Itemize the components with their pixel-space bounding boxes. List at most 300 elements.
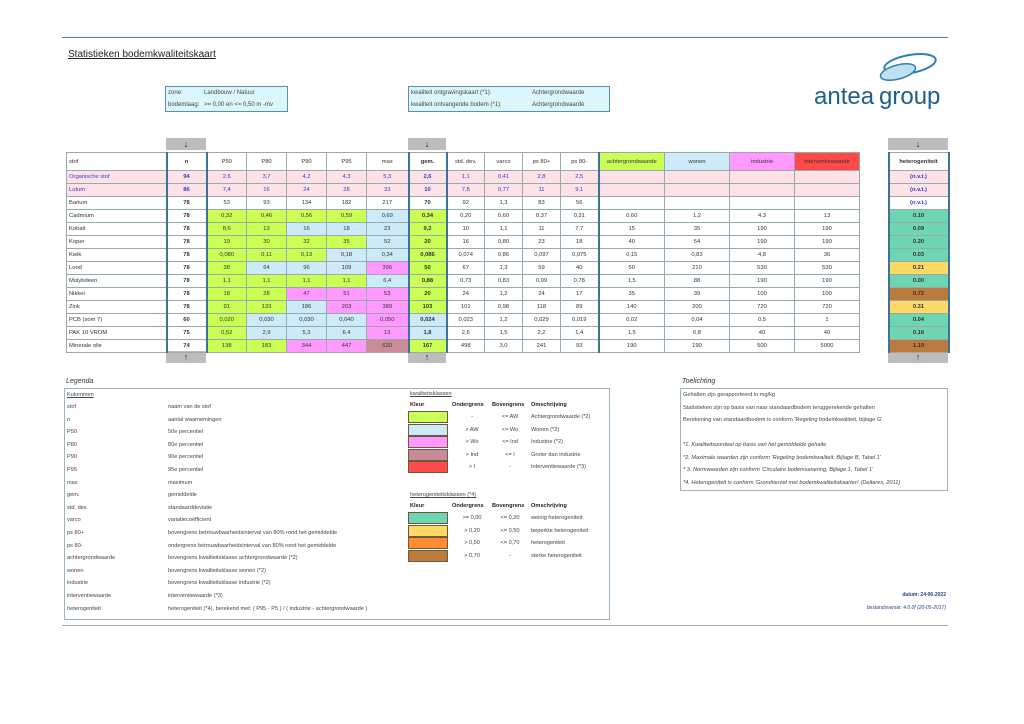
heterogeniteitsklasse-ondergrens: > 0,70 — [464, 552, 480, 559]
kwaliteitsklasse-bovengrens: - — [509, 464, 511, 470]
zone-info-box — [165, 86, 288, 112]
legend-term: std. dev. — [67, 504, 88, 511]
sort-n-up-button[interactable]: ↑ — [166, 351, 206, 363]
value-cell-p90: 5,3 — [287, 327, 327, 340]
value-cell-p95: 28 — [327, 184, 367, 197]
value-cell-interventiewaarde: 1 — [795, 314, 860, 327]
value-cell-gem-: 20 — [409, 236, 447, 249]
value-cell-p90: 186 — [287, 301, 327, 314]
heterogeniteitsklasse-color-swatch — [408, 512, 448, 524]
value-cell-ps-80-: 0,99 — [523, 275, 561, 288]
kwaliteitsklasse-color-swatch — [408, 424, 448, 436]
legend-description: variatiecoëfficient — [168, 517, 212, 524]
value-cell-gem-: 20 — [409, 288, 447, 301]
value-cell-p95: 109 — [327, 262, 367, 275]
value-cell-p80: 93 — [247, 197, 287, 210]
value-cell-wonen: 210 — [665, 262, 730, 275]
value-cell-industrie: 530 — [730, 262, 795, 275]
value-cell-wonen: 54 — [665, 236, 730, 249]
heterogeniteitsklasse-bovengrens: <= 0,20 — [500, 515, 520, 521]
stof-cell: Molybdeen — [67, 275, 167, 288]
heterogeniteit-cell: 0.21 — [889, 262, 949, 275]
value-cell-p95: 4,3 — [327, 171, 367, 184]
value-cell-p50: 7,4 — [207, 184, 247, 197]
legend-term: interventiewaarde — [67, 593, 112, 599]
value-cell-std-dev-: 0,023 — [447, 314, 485, 327]
value-cell-interventiewaarde: 100 — [795, 288, 860, 301]
table-row — [67, 223, 949, 236]
value-cell-gem-: 70 — [409, 197, 447, 210]
value-cell-gem-: 0,88 — [409, 275, 447, 288]
column-header-p50[interactable]: P50 — [207, 153, 247, 171]
value-cell-interventiewaarde: 5000 — [795, 340, 860, 353]
footer-datum: datum: 24-06-2022 — [902, 592, 946, 598]
value-cell-ps-80-: 18 — [561, 236, 599, 249]
value-cell-industrie: 190 — [730, 223, 795, 236]
stof-cell: Koper — [67, 236, 167, 249]
legend-kolommen-label: Kolommen — [67, 392, 94, 398]
value-cell-max: 33 — [367, 184, 409, 197]
stof-cell: PCB (som 7) — [67, 314, 167, 327]
heterogeniteit-cell: 0.03 — [889, 249, 949, 262]
value-cell-industrie: 40 — [730, 327, 795, 340]
value-cell-p80: 0,11 — [247, 249, 287, 262]
column-gap — [860, 236, 889, 249]
column-gap — [860, 153, 889, 171]
column-gap — [860, 327, 889, 340]
value-cell-wonen — [665, 197, 730, 210]
heterogeniteitsklasse-omschrijving: sterke heterogeniteit — [531, 552, 582, 559]
heterogeniteitsklasse-color-swatch — [408, 525, 448, 537]
value-cell-p50: 0,32 — [207, 210, 247, 223]
heterogeniteit-cell: (n.v.t.) — [889, 184, 949, 197]
kwaliteitsklasse-ondergrens: > Ind — [465, 451, 479, 458]
column-gap — [860, 314, 889, 327]
value-cell-p90: 1,1 — [287, 275, 327, 288]
value-cell-wonen: 6,8 — [665, 327, 730, 340]
value-cell-varco: 1,2 — [485, 288, 523, 301]
stof-cell: Kobalt — [67, 223, 167, 236]
value-cell-achtergrondwaarde: 1,5 — [599, 275, 665, 288]
value-cell-varco: 1,3 — [485, 197, 523, 210]
stof-cell: Minerale olie — [67, 340, 167, 353]
value-cell-interventiewaarde: 36 — [795, 249, 860, 262]
heterogeniteitsklasse-color-swatch — [408, 537, 448, 549]
kwaliteitsklasse-omschrijving: Achtergrondwaarde (*2) — [531, 414, 591, 420]
column-header-p95[interactable]: P95 — [327, 153, 367, 171]
value-cell-wonen: 0,04 — [665, 314, 730, 327]
column-header-gem-[interactable]: gem. — [409, 153, 447, 171]
value-cell-p80: 0,030 — [247, 314, 287, 327]
value-cell-max: 52 — [367, 236, 409, 249]
table-row — [67, 236, 949, 249]
value-cell-max: 53 — [367, 288, 409, 301]
legend-term: industrie — [67, 580, 89, 587]
legend-term: ps 80+ — [67, 530, 84, 536]
value-cell-n: 78 — [167, 236, 207, 249]
legend-description: 90e percentiel — [168, 454, 204, 461]
value-cell-ps-80-: 89 — [561, 301, 599, 314]
column-header-std-dev-[interactable]: std. dev. — [447, 153, 485, 171]
value-cell-max: 0,050 — [367, 314, 409, 327]
column-gap — [860, 249, 889, 262]
value-cell-ps-80-: 0,029 — [523, 314, 561, 327]
value-cell-n: 74 — [167, 340, 207, 353]
bottom-rule — [62, 625, 948, 626]
value-cell-n: 60 — [167, 314, 207, 327]
value-cell-interventiewaarde: 190 — [795, 223, 860, 236]
value-cell-p90: 16 — [287, 223, 327, 236]
kwaliteitsklasse-ondergrens: - — [471, 414, 473, 420]
value-cell-std-dev-: 67 — [447, 262, 485, 275]
column-header-varco[interactable]: varco — [485, 153, 523, 171]
table-row — [67, 301, 949, 314]
value-cell-wonen: 88 — [665, 275, 730, 288]
table-row — [67, 171, 949, 184]
value-cell-p50: 8,6 — [207, 223, 247, 236]
kwaliteitsklasse-omschrijving: Industrie (*2) — [531, 439, 564, 445]
value-cell-ps-80-: 11 — [523, 184, 561, 197]
heterogeniteitsklasse-omschrijving: heterogeniteit — [531, 540, 565, 546]
column-header-industrie[interactable]: industrie — [730, 153, 795, 171]
kwaliteitsklasse-color-swatch — [408, 411, 448, 423]
logo-text-group: group — [879, 83, 941, 110]
value-cell-p90: 0,030 — [287, 314, 327, 327]
value-cell-interventiewaarde: 190 — [795, 236, 860, 249]
column-header-p90[interactable]: P90 — [287, 153, 327, 171]
column-header-heterogeniteit[interactable]: heterogeniteit — [889, 153, 949, 171]
kwaliteitsklasse-omschrijving: Groter dan industrie — [531, 451, 581, 458]
value-cell-achtergrondwaarde: 1,5 — [599, 327, 665, 340]
value-cell-ps-80-: 93 — [561, 340, 599, 353]
value-cell-achtergrondwaarde: 0,02 — [599, 314, 665, 327]
legend-description: 80e percentiel — [168, 441, 204, 448]
sort-gem-up-button[interactable]: ↑ — [408, 351, 446, 363]
value-cell-gem-: 10 — [409, 184, 447, 197]
toelichting-note: *4. Heterogeniteit is conform 'Grondverzet met bodemkwaliteitskaarten' (Deltares, 2011) — [683, 479, 901, 486]
value-cell-p80: 133 — [247, 301, 287, 314]
value-cell-std-dev-: 0,074 — [447, 249, 485, 262]
legend-description: bovengrens kwaliteitsklasse achtergrondwaarde (*2) — [168, 555, 298, 562]
value-cell-wonen: 0,83 — [665, 249, 730, 262]
column-gap — [860, 275, 889, 288]
toelichting-box — [680, 388, 948, 491]
kwaliteitsklasse-color-swatch — [408, 436, 448, 448]
value-cell-varco: 1,1 — [485, 223, 523, 236]
value-cell-ps-80-: 0,097 — [523, 249, 561, 262]
column-gap — [860, 197, 889, 210]
value-cell-ps-80-: 11 — [523, 223, 561, 236]
value-cell-p50: 0,020 — [207, 314, 247, 327]
value-cell-p95: 51 — [327, 288, 367, 301]
stof-cell: Nikkel — [67, 288, 167, 301]
heterogeniteitsklasse-header: Ondergrens — [452, 503, 484, 509]
column-header-ps-80-[interactable]: ps 80+ — [523, 153, 561, 171]
kwaliteitsklasse-omschrijving: Wonen (*2) — [531, 426, 560, 433]
value-cell-p95: 447 — [327, 340, 367, 353]
legend-description: aantal waarnemingen — [168, 416, 222, 423]
page-title: Statistieken bodemkwaliteitskaart — [68, 49, 216, 60]
table-row — [67, 288, 949, 301]
legend-term: stof — [67, 404, 77, 410]
stof-cell: Barium — [67, 197, 167, 210]
legend-box — [64, 388, 610, 620]
value-cell-varco: 0,41 — [485, 171, 523, 184]
kwaliteitsklasse-bovengrens: <= I — [505, 451, 515, 458]
value-cell-industrie — [730, 197, 795, 210]
kwaliteit-ontgraving-label: kwaliteit ontgravingskaart (*1): — [411, 90, 492, 96]
kwaliteit-info-box — [408, 86, 610, 112]
legend-term: P90 — [67, 454, 77, 461]
value-cell-industrie — [730, 171, 795, 184]
value-cell-p80: 0,46 — [247, 210, 287, 223]
toelichting-note: * 3. Normwaarden zijn conform 'Circulaire bodemsanering, Bijlage 1, Tabel 1' — [683, 467, 874, 473]
value-cell-max: 389 — [367, 301, 409, 314]
toelichting-title: Toelichting — [682, 378, 716, 385]
value-cell-p80: 30 — [247, 236, 287, 249]
legend-description: bovengrens kwaliteitsklasse industrie (*2) — [168, 580, 271, 587]
value-cell-n: 78 — [167, 262, 207, 275]
value-cell-p95: 18 — [327, 223, 367, 236]
value-cell-p90: 32 — [287, 236, 327, 249]
value-cell-ps-80-: 24 — [523, 288, 561, 301]
value-cell-max: 0,69 — [367, 210, 409, 223]
value-cell-max: 630 — [367, 340, 409, 353]
legend-term: heterogeniteit — [67, 605, 101, 612]
heterogeniteitsklasse-ondergrens: >= 0,00 — [462, 515, 482, 521]
value-cell-p50: 38 — [207, 262, 247, 275]
value-cell-varco: 3,0 — [485, 340, 523, 353]
value-cell-varco: 0,83 — [485, 275, 523, 288]
value-cell-std-dev-: 10 — [447, 223, 485, 236]
value-cell-max: 217 — [367, 197, 409, 210]
value-cell-max: 5,3 — [367, 171, 409, 184]
heterogeniteit-cell: 0.72 — [889, 288, 949, 301]
kwaliteitsklasse-title: kwaliteitsklassen — [410, 391, 452, 397]
column-header-n[interactable]: n — [167, 153, 207, 171]
value-cell-industrie: 500 — [730, 340, 795, 353]
kwaliteit-ontvangend-value: Achtergrondwaarde — [532, 102, 585, 108]
value-cell-achtergrondwaarde — [599, 184, 665, 197]
kwaliteitsklasse-bovengrens: <= Ind — [502, 439, 518, 445]
column-gap — [860, 288, 889, 301]
value-cell-p95: 0,040 — [327, 314, 367, 327]
column-header-p80[interactable]: P80 — [247, 153, 287, 171]
legend-term: P95 — [67, 467, 77, 473]
value-cell-industrie: 100 — [730, 288, 795, 301]
legend-description: interventiewaarde (*3) — [168, 593, 223, 599]
value-cell-gem-: 0,024 — [409, 314, 447, 327]
value-cell-ps-80-: 56 — [561, 197, 599, 210]
value-cell-std-dev-: 7,8 — [447, 184, 485, 197]
table-row — [67, 262, 949, 275]
statistics-table — [66, 152, 950, 353]
footer-versie: bestandsversie: 4.0.0f (20-05-2017) — [866, 605, 946, 611]
logo-text-antea: antea — [814, 83, 875, 110]
value-cell-gem-: 2,6 — [409, 171, 447, 184]
value-cell-p50: 53 — [207, 197, 247, 210]
legend-term: n — [67, 416, 71, 423]
legend-description: heterogeniteit (*4), berekend met: ( P95 - P5 ) / ( industrie - achtergrondwaarde ) — [168, 605, 368, 612]
value-cell-gem-: 50 — [409, 262, 447, 275]
table-row — [67, 275, 949, 288]
legend-description: naam van de stof — [168, 404, 211, 410]
stof-cell: Kwik — [67, 249, 167, 262]
value-cell-ps-80-: 0,37 — [523, 210, 561, 223]
value-cell-industrie: 190 — [730, 236, 795, 249]
table-row — [67, 184, 949, 197]
value-cell-n: 78 — [167, 288, 207, 301]
value-cell-achtergrondwaarde — [599, 197, 665, 210]
column-gap — [860, 262, 889, 275]
bodemlaag-label: bodemlaag: — [168, 102, 200, 108]
value-cell-gem-: 1,8 — [409, 327, 447, 340]
value-cell-industrie — [730, 184, 795, 197]
value-cell-varco: 0,98 — [485, 301, 523, 314]
sort-heterogeniteit-up-button[interactable]: ↑ — [888, 351, 948, 363]
kwaliteitsklasse-ondergrens: > Wo — [465, 439, 479, 445]
table-row — [67, 340, 949, 353]
column-gap — [860, 301, 889, 314]
value-cell-p90: 344 — [287, 340, 327, 353]
column-gap — [860, 210, 889, 223]
kwaliteitsklasse-header: Kleur — [410, 402, 425, 408]
heterogeniteit-cell: (n.v.t.) — [889, 197, 949, 210]
value-cell-wonen — [665, 171, 730, 184]
value-cell-max: 0,34 — [367, 249, 409, 262]
heterogeniteit-cell: (n.v.t.) — [889, 171, 949, 184]
heterogeniteitsklasse-bovengrens: <= 0,70 — [500, 540, 520, 546]
value-cell-varco: 1,5 — [485, 327, 523, 340]
value-cell-achtergrondwaarde — [599, 171, 665, 184]
kwaliteitsklasse-header: Omschrijving — [531, 402, 567, 408]
value-cell-p95: 0,59 — [327, 210, 367, 223]
legend-description: standaarddeviatie — [168, 504, 213, 511]
legend-term: ps 80- — [67, 542, 83, 549]
column-header-interventiewaarde[interactable]: interventiewaarde — [795, 153, 860, 171]
column-header-max[interactable]: max — [367, 153, 409, 171]
top-rule — [62, 37, 948, 38]
heterogeniteitsklasse-color-swatch — [408, 550, 448, 562]
value-cell-n: 78 — [167, 249, 207, 262]
heterogeniteit-cell: 0.04 — [889, 314, 949, 327]
value-cell-interventiewaarde — [795, 171, 860, 184]
heterogeniteitsklasse-bovengrens: <= 0,50 — [500, 527, 520, 534]
value-cell-wonen: 35 — [665, 223, 730, 236]
legend-term: achtergrondwaarde — [67, 555, 116, 562]
column-gap — [860, 340, 889, 353]
value-cell-ps-80-: 2,5 — [561, 171, 599, 184]
kwaliteit-ontgraving-value: Achtergrondwaarde — [532, 90, 585, 96]
value-cell-p90: 4,2 — [287, 171, 327, 184]
value-cell-ps-80-: 0,78 — [561, 275, 599, 288]
value-cell-p95: 182 — [327, 197, 367, 210]
value-cell-p50: 2,6 — [207, 171, 247, 184]
legend-term: max — [67, 479, 78, 486]
sort-n-down-button[interactable]: ↓ — [166, 138, 206, 150]
value-cell-achtergrondwaarde: 0,15 — [599, 249, 665, 262]
value-cell-p90: 96 — [287, 262, 327, 275]
column-header-ps-80-[interactable]: ps 80- — [561, 153, 599, 171]
table-row — [67, 314, 949, 327]
legend-description: bovengrens kwaliteitsklasse wonen (*2) — [168, 567, 266, 574]
value-cell-std-dev-: 24 — [447, 288, 485, 301]
column-header-achtergrondwaarde[interactable]: achtergrondwaarde — [599, 153, 665, 171]
value-cell-std-dev-: 1,1 — [447, 171, 485, 184]
value-cell-gem-: 0,34 — [409, 210, 447, 223]
value-cell-industrie: 4,8 — [730, 249, 795, 262]
value-cell-n: 75 — [167, 327, 207, 340]
value-cell-interventiewaarde — [795, 197, 860, 210]
column-gap — [860, 223, 889, 236]
value-cell-ps-80-: 0,019 — [561, 314, 599, 327]
heterogeniteit-cell: 0.10 — [889, 210, 949, 223]
value-cell-wonen: 200 — [665, 301, 730, 314]
value-cell-ps-80-: 9,1 — [561, 184, 599, 197]
heterogeniteit-cell: 0.16 — [889, 327, 949, 340]
value-cell-std-dev-: 498 — [447, 340, 485, 353]
value-cell-achtergrondwaarde: 50 — [599, 262, 665, 275]
legend-term: varco — [67, 517, 81, 524]
kwaliteitsklasse-ondergrens: > I — [468, 464, 476, 470]
value-cell-gem-: 9,2 — [409, 223, 447, 236]
column-header-stof[interactable]: stof — [67, 153, 167, 171]
toelichting-line: Berekening van standaardbodem is conform 'Regeling bodemkwaliteit, bijlage G' — [683, 417, 883, 423]
column-header-wonen[interactable]: wonen — [665, 153, 730, 171]
legend-term: wonen — [67, 567, 84, 574]
kwaliteitsklasse-bovengrens: <= Wo — [501, 426, 519, 433]
sort-heterogeniteit-down-button[interactable]: ↓ — [888, 138, 948, 150]
toelichting-note: *2. Maximale waarden zijn conform 'Regeling bodemkwaliteit, Bijlage B, Tabel 1' — [683, 454, 881, 461]
value-cell-n: 86 — [167, 184, 207, 197]
value-cell-p80: 2,9 — [247, 327, 287, 340]
value-cell-p80: 1,1 — [247, 275, 287, 288]
value-cell-ps-80-: 1,4 — [561, 327, 599, 340]
value-cell-std-dev-: 0,73 — [447, 275, 485, 288]
heterogeniteitsklasse-ondergrens: > 0,50 — [464, 540, 480, 546]
value-cell-p80: 3,7 — [247, 171, 287, 184]
heterogeniteitsklasse-header: Omschrijving — [531, 503, 567, 509]
kwaliteit-ontvangend-label: kwaliteit ontvangende bodem (*1): — [411, 102, 502, 108]
table-row — [67, 210, 949, 223]
value-cell-p95: 35 — [327, 236, 367, 249]
value-cell-p50: 91 — [207, 301, 247, 314]
value-cell-p50: 19 — [207, 236, 247, 249]
legend-description: 95e percentiel — [168, 467, 204, 473]
value-cell-wonen: 1,2 — [665, 210, 730, 223]
value-cell-interventiewaarde: 720 — [795, 301, 860, 314]
stof-cell: PAK 10 VROM — [67, 327, 167, 340]
value-cell-gem-: 103 — [409, 301, 447, 314]
value-cell-wonen — [665, 184, 730, 197]
toelichting-note: *1. Kwaliteitsoordeel op basis van het gemiddelde gehalte — [683, 442, 827, 448]
value-cell-ps-80-: 241 — [523, 340, 561, 353]
zone-value: Landbouw / Natuur — [204, 90, 255, 96]
value-cell-n: 78 — [167, 301, 207, 314]
toelichting-line: Statistieken zijn op basis van naar standaardbodem teruggerekende gehalten — [683, 404, 875, 411]
stof-cell: Cadmium — [67, 210, 167, 223]
value-cell-ps-80-: 83 — [523, 197, 561, 210]
stof-cell: Organische stof — [67, 171, 167, 184]
value-cell-ps-80-: 0,075 — [561, 249, 599, 262]
table-header-row — [67, 153, 949, 171]
sort-gem-down-button[interactable]: ↓ — [408, 138, 446, 150]
heterogeniteitsklasse-omschrijving: beperkte heterogeniteit — [531, 527, 589, 534]
bodemlaag-value: >= 0,00 en <= 0,50 m -mv — [204, 102, 274, 108]
legend-description: maximum — [168, 479, 193, 486]
value-cell-n: 78 — [167, 210, 207, 223]
table-row — [67, 327, 949, 340]
